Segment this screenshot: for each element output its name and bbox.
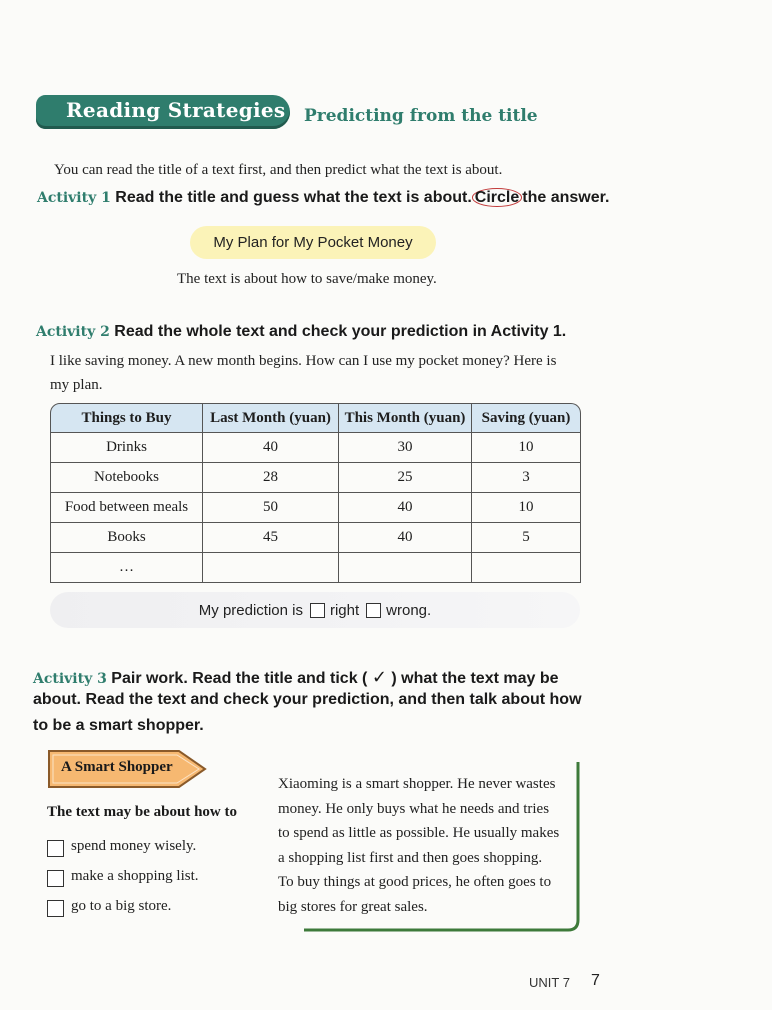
right-checkbox[interactable]: [310, 603, 325, 618]
option-checkbox-1[interactable]: [47, 840, 64, 857]
option-text-3: go to a big store.: [71, 898, 172, 914]
story-line: a shopping list first and then goes shopping.: [278, 849, 543, 866]
intro-text: You can read the title of a text first, and then predict what the text is about.: [54, 162, 503, 178]
wrong-checkbox[interactable]: [366, 603, 381, 618]
section-subtitle: Predicting from the title: [304, 106, 538, 126]
option-text-1: spend money wisely.: [71, 838, 197, 854]
table-cell: 40: [339, 523, 472, 553]
table-cell: 45: [203, 523, 339, 553]
table-cell[interactable]: [203, 553, 339, 583]
table-row: [50, 493, 581, 523]
activity2-text-line2: my plan.: [50, 377, 103, 393]
table-cell: 40: [339, 493, 472, 523]
table-cell: Food between meals: [50, 493, 203, 523]
table-cell: 25: [339, 463, 472, 493]
table-cell: 30: [339, 433, 472, 463]
activity3-line1-end: ) what the text may be: [391, 670, 559, 687]
activity3-line3: to be a smart shopper.: [33, 717, 204, 734]
footer-unit: UNIT 7: [529, 975, 570, 990]
plan-title-pill[interactable]: My Plan for My Pocket Money: [190, 226, 436, 259]
activity2-label: Activity 2: [36, 324, 110, 340]
activity3-heading: [33, 667, 559, 688]
activity2-text-line1: I like saving money. A new month begins. How can I use my pocket money? Here is: [50, 353, 557, 369]
activity3-label: Activity 3: [33, 671, 107, 687]
activity1-instruction: Read the title and guess what the text is about.: [115, 189, 472, 206]
header-this-month: This Month (yuan): [339, 403, 472, 433]
table-cell: 10: [472, 493, 581, 523]
table-cell: 40: [203, 433, 339, 463]
table-cell: 50: [203, 493, 339, 523]
page-number: 7: [591, 972, 600, 989]
prediction-box: [50, 592, 580, 628]
table-row: [50, 463, 581, 493]
activity3-line1: Pair work. Read the title and tick (: [111, 670, 368, 687]
header-last-month: Last Month (yuan): [203, 403, 339, 433]
story-line: big stores for great sales.: [278, 898, 428, 915]
table-header-row: [50, 403, 581, 433]
table-cell: 3: [472, 463, 581, 493]
circle-word: Circle: [472, 188, 522, 207]
activity1-instruction-end: the answer.: [522, 189, 610, 206]
story-line: to spend as little as possible. He usually makes: [278, 825, 560, 841]
options-heading: The text may be about how to: [47, 804, 237, 820]
table-cell[interactable]: [339, 553, 472, 583]
table-row: [50, 433, 581, 463]
table-row: [50, 523, 581, 553]
header-things-to-buy: Things to Buy: [50, 403, 203, 433]
pocket-money-table: [50, 403, 581, 583]
prediction-wrong-label: wrong.: [386, 601, 432, 619]
table-cell: Books: [50, 523, 203, 553]
table-row: [50, 553, 581, 583]
prediction-label: My prediction is: [198, 601, 303, 619]
check-mark-icon: ✓: [371, 667, 387, 688]
story-line: To buy things at good prices, he often goes to: [278, 874, 552, 890]
table-cell: Notebooks: [50, 463, 203, 493]
banner-title: Reading Strategies: [66, 98, 286, 122]
option-checkbox-2[interactable]: [47, 870, 64, 887]
story-line: Xiaoming is a smart shopper. He never wastes: [278, 776, 556, 792]
activity1-heading: [37, 189, 609, 207]
table-cell[interactable]: [472, 553, 581, 583]
activity2-heading: [36, 323, 566, 341]
table-cell: 10: [472, 433, 581, 463]
table-cell: …: [50, 553, 203, 583]
activity1-label: Activity 1: [37, 190, 111, 206]
story-line: money. He only buys what he needs and tries: [278, 800, 550, 817]
story-text: [278, 772, 574, 919]
table-cell: 5: [472, 523, 581, 553]
activity2-instruction: Read the whole text and check your prediction in Activity 1.: [114, 323, 567, 340]
option-checkbox-3[interactable]: [47, 900, 64, 917]
prediction-right-label: right: [329, 601, 360, 619]
table-cell: 28: [203, 463, 339, 493]
header-saving: Saving (yuan): [472, 403, 581, 433]
activity1-answer-line: The text is about how to save/make money.: [177, 271, 437, 287]
smart-shopper-title: A Smart Shopper: [61, 759, 173, 775]
table-cell: Drinks: [50, 433, 203, 463]
option-text-2: make a shopping list.: [71, 868, 199, 884]
activity3-line2: about. Read the text and check your prediction, and then talk about how: [33, 691, 582, 708]
